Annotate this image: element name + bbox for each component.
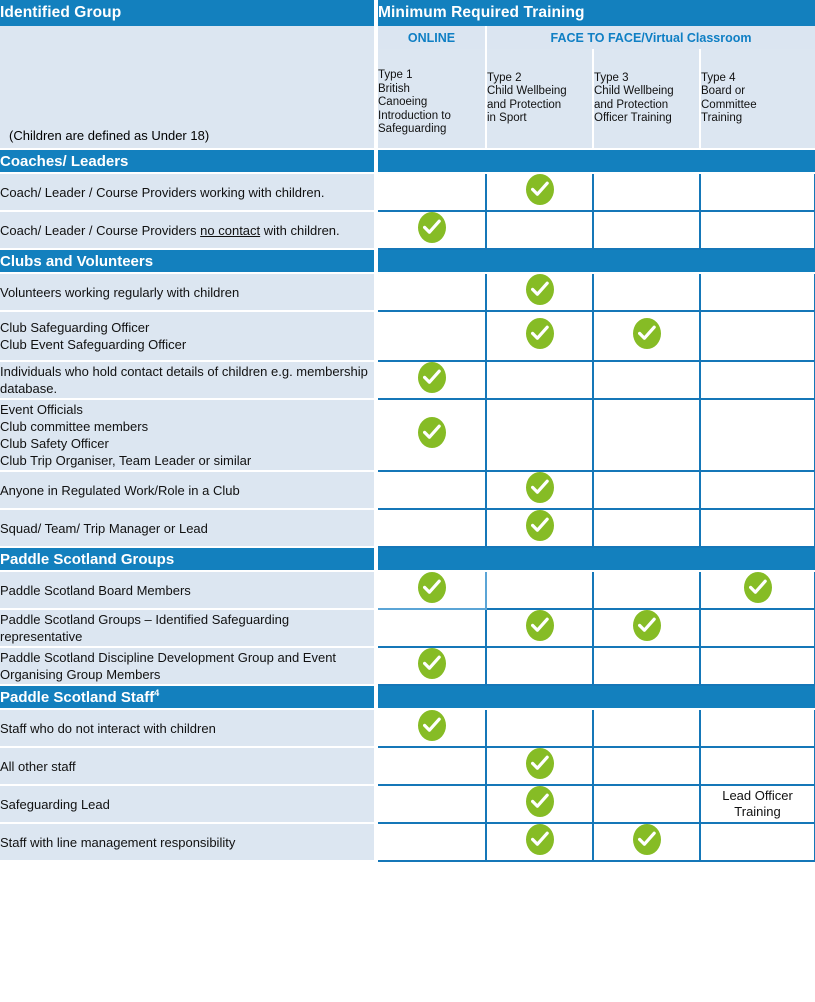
table-row <box>0 609 815 647</box>
requirement-cell-empty[interactable] <box>700 471 815 509</box>
requirement-cell-empty[interactable] <box>376 823 486 861</box>
section-header-filler <box>376 149 815 173</box>
check-circle-icon <box>526 274 554 305</box>
requirement-cell-checked[interactable] <box>376 571 486 609</box>
row-label: Squad/ Team/ Trip Manager or Lead <box>0 509 376 547</box>
check-circle-icon <box>418 710 446 741</box>
requirement-cell-empty[interactable] <box>486 571 593 609</box>
requirement-cell-checked[interactable] <box>700 571 815 609</box>
table-row <box>0 747 815 785</box>
requirement-cell-text[interactable]: Lead Officer Training <box>700 785 815 823</box>
check-circle-icon <box>526 610 554 641</box>
requirement-cell-empty[interactable] <box>593 509 700 547</box>
requirement-cell-checked[interactable] <box>486 785 593 823</box>
training-mode-row <box>0 26 815 49</box>
requirement-cell-checked[interactable] <box>486 747 593 785</box>
requirement-cell-empty[interactable] <box>376 785 486 823</box>
requirement-cell-empty[interactable] <box>700 823 815 861</box>
requirement-cell-empty[interactable] <box>700 509 815 547</box>
row-label: Club Safeguarding Officer Club Event Safeguarding Officer <box>0 311 376 361</box>
row-label: Paddle Scotland Board Members <box>0 571 376 609</box>
section-header-row <box>0 149 815 173</box>
requirement-cell-checked[interactable] <box>593 609 700 647</box>
table-row <box>0 823 815 861</box>
column-header-type1: Type 1 British Canoeing Introduction to Safeguarding <box>376 49 486 149</box>
row-label: Staff who do not interact with children <box>0 709 376 747</box>
section-title-2: Paddle Scotland Groups <box>0 547 376 571</box>
requirement-cell-empty[interactable] <box>593 273 700 311</box>
requirement-cell-empty[interactable] <box>593 709 700 747</box>
table-title-row <box>0 0 815 26</box>
table-row <box>0 361 815 399</box>
requirement-cell-empty[interactable] <box>376 471 486 509</box>
requirement-cell-empty[interactable] <box>700 273 815 311</box>
section-footnote-marker: 4 <box>154 688 160 698</box>
section-header-row <box>0 547 815 571</box>
requirement-cell-checked[interactable] <box>486 509 593 547</box>
section-header-row <box>0 685 815 709</box>
check-circle-icon <box>418 362 446 393</box>
requirement-cell-checked[interactable] <box>376 211 486 249</box>
table-row <box>0 311 815 361</box>
requirement-cell-checked[interactable] <box>486 273 593 311</box>
requirement-cell-checked[interactable] <box>486 173 593 211</box>
section-header-filler <box>376 249 815 273</box>
section-title-3: Paddle Scotland Staff$^4$ <box>0 685 376 709</box>
children-definition-note: (Children are defined as Under 18) <box>0 26 376 149</box>
requirement-cell-empty[interactable] <box>700 399 815 471</box>
requirement-cell-empty[interactable] <box>486 361 593 399</box>
requirement-cell-empty[interactable] <box>376 273 486 311</box>
requirement-cell-empty[interactable] <box>593 647 700 685</box>
requirement-cell-empty[interactable] <box>486 709 593 747</box>
row-label: Staff with line management responsibility <box>0 823 376 861</box>
check-circle-icon <box>418 648 446 679</box>
requirement-cell-empty[interactable] <box>376 747 486 785</box>
check-circle-icon <box>526 748 554 779</box>
requirement-cell-checked[interactable] <box>486 311 593 361</box>
requirement-cell-checked[interactable] <box>593 823 700 861</box>
requirement-cell-empty[interactable] <box>376 311 486 361</box>
requirement-cell-empty[interactable] <box>593 361 700 399</box>
requirement-cell-empty[interactable] <box>700 709 815 747</box>
requirement-cell-checked[interactable] <box>376 709 486 747</box>
table-row <box>0 173 815 211</box>
row-label: Paddle Scotland Discipline Development Group and Event Organising Group Members <box>0 647 376 685</box>
requirement-cell-empty[interactable] <box>700 173 815 211</box>
requirement-cell-empty[interactable] <box>593 211 700 249</box>
requirement-cell-checked[interactable] <box>376 399 486 471</box>
check-circle-icon <box>744 572 772 603</box>
check-circle-icon <box>633 318 661 349</box>
table-row <box>0 399 815 471</box>
row-label: Coach/ Leader / Course Providers no contact with children. <box>0 211 376 249</box>
row-label: Volunteers working regularly with children <box>0 273 376 311</box>
requirement-cell-empty[interactable] <box>376 509 486 547</box>
check-circle-icon <box>526 472 554 503</box>
check-circle-icon <box>633 610 661 641</box>
table-row <box>0 471 815 509</box>
requirement-cell-empty[interactable] <box>700 609 815 647</box>
check-circle-icon <box>526 510 554 541</box>
requirement-cell-empty[interactable] <box>700 647 815 685</box>
check-circle-icon <box>526 318 554 349</box>
minimum-required-training-title: Minimum Required Training <box>376 0 815 26</box>
requirement-cell-checked[interactable] <box>593 311 700 361</box>
table-row <box>0 571 815 609</box>
requirement-cell-empty[interactable] <box>376 173 486 211</box>
row-label: Coach/ Leader / Course Providers working with children. <box>0 173 376 211</box>
requirement-cell-checked[interactable] <box>376 647 486 685</box>
table-row <box>0 785 815 823</box>
requirement-cell-empty[interactable] <box>700 211 815 249</box>
table-row <box>0 273 815 311</box>
row-label: Paddle Scotland Groups – Identified Safeguarding representative <box>0 609 376 647</box>
check-circle-icon <box>526 174 554 205</box>
check-circle-icon <box>418 212 446 243</box>
column-header-type2: Type 2 Child Wellbeing and Protection in Sport <box>486 49 593 149</box>
identified-group-title: Identified Group <box>0 0 376 26</box>
check-circle-icon <box>526 786 554 817</box>
check-circle-icon <box>526 824 554 855</box>
section-header-filler <box>376 685 815 709</box>
requirement-cell-empty[interactable] <box>700 747 815 785</box>
requirement-cell-empty[interactable] <box>593 471 700 509</box>
section-title-0: Coaches/ Leaders <box>0 149 376 173</box>
row-label: Event Officials Club committee members Club Safety Officer Club Trip Organiser, Team Leader or similar <box>0 399 376 471</box>
requirement-cell-checked[interactable] <box>486 471 593 509</box>
requirement-cell-empty[interactable] <box>593 399 700 471</box>
check-circle-icon <box>633 824 661 855</box>
check-circle-icon <box>418 417 446 448</box>
section-header-row <box>0 249 815 273</box>
requirement-cell-checked[interactable] <box>486 609 593 647</box>
requirement-cell-empty[interactable] <box>593 571 700 609</box>
row-label: Safeguarding Lead <box>0 785 376 823</box>
section-title-1: Clubs and Volunteers <box>0 249 376 273</box>
requirement-cell-empty[interactable] <box>486 647 593 685</box>
requirement-cell-empty[interactable] <box>700 311 815 361</box>
requirement-cell-checked[interactable] <box>376 361 486 399</box>
requirement-cell-empty[interactable] <box>593 747 700 785</box>
column-header-type3: Type 3 Child Wellbeing and Protection Officer Training <box>593 49 700 149</box>
column-header-type4: Type 4 Board or Committee Training <box>700 49 815 149</box>
table-row <box>0 211 815 249</box>
check-circle-icon <box>418 572 446 603</box>
requirement-cell-empty[interactable] <box>486 211 593 249</box>
table-row <box>0 509 815 547</box>
table-row <box>0 709 815 747</box>
table-row <box>0 647 815 685</box>
row-label: All other staff <box>0 747 376 785</box>
section-header-filler <box>376 547 815 571</box>
requirement-cell-empty[interactable] <box>700 361 815 399</box>
requirement-cell-empty[interactable] <box>486 399 593 471</box>
requirement-cell-empty[interactable] <box>376 609 486 647</box>
subhead-face-to-face: FACE TO FACE/Virtual Classroom <box>486 26 815 49</box>
row-label: Individuals who hold contact details of children e.g. membership database. <box>0 361 376 399</box>
requirement-cell-empty[interactable] <box>593 785 700 823</box>
row-label: Anyone in Regulated Work/Role in a Club <box>0 471 376 509</box>
requirement-cell-empty[interactable] <box>593 173 700 211</box>
requirement-cell-checked[interactable] <box>486 823 593 861</box>
subhead-online: ONLINE <box>376 26 486 49</box>
